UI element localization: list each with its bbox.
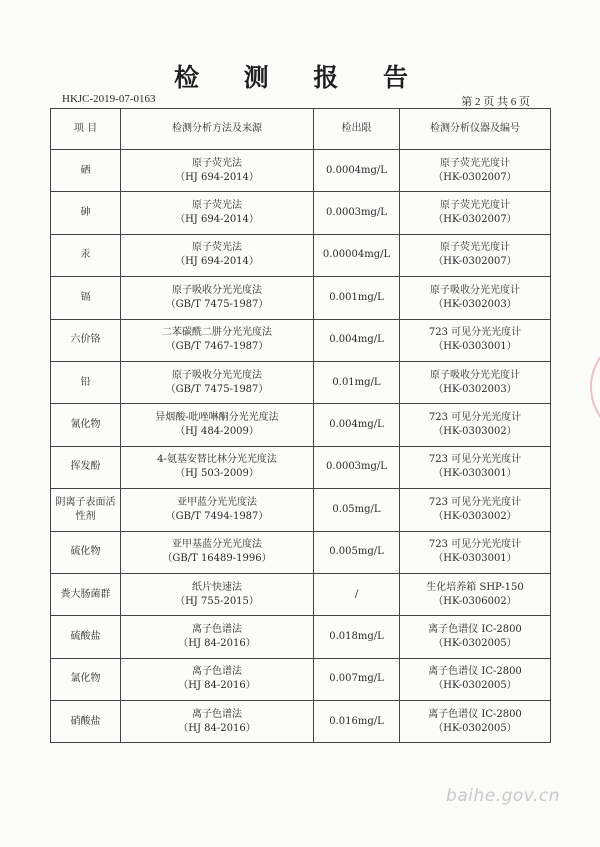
instrument-number: （HK-0303001） bbox=[433, 553, 517, 565]
cell-method bbox=[121, 150, 314, 192]
cell-limit bbox=[314, 234, 400, 276]
cell-item bbox=[51, 573, 121, 615]
instrument-name: 离子色谱仪 IC-2800 bbox=[428, 666, 522, 678]
instrument-name: 723 可见分光光度计 bbox=[428, 539, 522, 551]
method-standard: （HJ 755-2015） bbox=[175, 595, 259, 607]
cell-limit bbox=[314, 701, 400, 743]
method-name: 离子色谱法 bbox=[192, 623, 242, 635]
method-standard: （GB/T 16489-1996） bbox=[162, 553, 272, 565]
cell-limit bbox=[314, 404, 400, 446]
cell-method bbox=[121, 404, 314, 446]
table-row bbox=[51, 234, 551, 276]
seal-stamp-edge bbox=[586, 330, 600, 440]
item-name: 挥发酚 bbox=[70, 461, 101, 473]
cell-instrument bbox=[400, 573, 551, 615]
instrument-name: 离子色谱仪 IC-2800 bbox=[428, 708, 522, 720]
cell-limit bbox=[314, 361, 400, 403]
instrument-name: 离子色谱仪 IC-2800 bbox=[428, 623, 522, 635]
cell-item bbox=[51, 192, 121, 234]
item-name: 六价铬 bbox=[70, 334, 101, 346]
cell-instrument bbox=[400, 404, 551, 446]
cell-method bbox=[121, 658, 314, 700]
cell-instrument bbox=[400, 446, 551, 488]
item-name: 镉 bbox=[80, 291, 91, 303]
detection-limit: 0.0004mg/L bbox=[326, 164, 387, 176]
cell-method bbox=[121, 573, 314, 615]
cell-item bbox=[51, 150, 121, 192]
cell-instrument bbox=[400, 192, 551, 234]
instrument-name: 原子荧光光度计 bbox=[440, 157, 510, 169]
cell-instrument bbox=[400, 277, 551, 319]
page-indicator: 第 2 页 共 6 页 bbox=[461, 96, 530, 108]
cell-instrument bbox=[400, 150, 551, 192]
detection-limit: 0.0003mg/L bbox=[326, 207, 387, 219]
cell-method bbox=[121, 319, 314, 361]
method-name: 纸片快速法 bbox=[192, 581, 242, 593]
instrument-number: （HK-0302007） bbox=[433, 214, 517, 226]
report-number: HKJC-2019-07-0163 bbox=[62, 93, 156, 105]
cell-item bbox=[51, 277, 121, 319]
cell-instrument bbox=[400, 361, 551, 403]
cell-method bbox=[121, 361, 314, 403]
instrument-number: （HK-0303002） bbox=[433, 426, 517, 438]
method-standard: （GB/T 7475-1987） bbox=[165, 383, 269, 395]
cell-item bbox=[51, 489, 121, 531]
detection-limit: 0.00004mg/L bbox=[322, 249, 391, 261]
method-standard: （HJ 84-2016） bbox=[178, 722, 256, 734]
cell-instrument bbox=[400, 489, 551, 531]
method-name: 原子荧光法 bbox=[192, 200, 242, 212]
method-standard: （HJ 503-2009） bbox=[175, 468, 259, 480]
instrument-number: （HK-0302005） bbox=[433, 722, 517, 734]
item-name: 阴离子表面活性剂 bbox=[55, 496, 116, 522]
detection-limit: 0.016mg/L bbox=[329, 715, 384, 727]
instrument-name: 原子吸收分光光度计 bbox=[430, 284, 520, 296]
cell-item bbox=[51, 446, 121, 488]
instrument-number: （HK-0302005） bbox=[433, 680, 517, 692]
cell-method bbox=[121, 489, 314, 531]
detection-limit: 0.001mg/L bbox=[329, 291, 384, 303]
instrument-name: 原子荧光光度计 bbox=[440, 200, 510, 212]
cell-item bbox=[51, 701, 121, 743]
table-row bbox=[51, 489, 551, 531]
table-row bbox=[51, 531, 551, 573]
method-name: 离子色谱法 bbox=[192, 708, 242, 720]
method-standard: （HJ 694-2014） bbox=[175, 256, 259, 268]
cell-limit bbox=[314, 277, 400, 319]
method-standard: （HJ 84-2016） bbox=[178, 637, 256, 649]
cell-item bbox=[51, 361, 121, 403]
detection-limit: 0.007mg/L bbox=[329, 673, 384, 685]
cell-limit bbox=[314, 192, 400, 234]
method-name: 异烟酸-吡唑啉酮分光光度法 bbox=[155, 412, 279, 424]
detection-limit: 0.004mg/L bbox=[329, 419, 384, 431]
table-body bbox=[51, 150, 551, 743]
table-row bbox=[51, 150, 551, 192]
detection-method-table bbox=[50, 108, 551, 743]
instrument-name: 生化培养箱 SHP-150 bbox=[426, 581, 524, 593]
item-name: 铅 bbox=[80, 376, 91, 388]
instrument-number: （HK-0302007） bbox=[433, 256, 517, 268]
instrument-number: （HK-0303002） bbox=[433, 510, 517, 522]
cell-instrument bbox=[400, 701, 551, 743]
table-row bbox=[51, 319, 551, 361]
item-name: 氰化物 bbox=[70, 419, 101, 431]
item-name: 硒 bbox=[80, 164, 91, 176]
instrument-name: 原子吸收分光光度计 bbox=[430, 369, 520, 381]
detection-limit: 0.05mg/L bbox=[332, 503, 381, 515]
cell-instrument bbox=[400, 616, 551, 658]
table-row bbox=[51, 616, 551, 658]
cell-limit bbox=[314, 150, 400, 192]
cell-method bbox=[121, 277, 314, 319]
header-limit: 检出限 bbox=[314, 109, 400, 150]
instrument-number: （HK-0303001） bbox=[433, 341, 517, 353]
detection-limit: 0.0003mg/L bbox=[326, 461, 387, 473]
instrument-name: 723 可见分光光度计 bbox=[428, 327, 522, 339]
detection-limit: 0.004mg/L bbox=[329, 334, 384, 346]
method-name: 离子色谱法 bbox=[192, 666, 242, 678]
method-name: 二苯碳酰二肼分光光度法 bbox=[162, 327, 272, 339]
cell-instrument bbox=[400, 319, 551, 361]
cell-limit bbox=[314, 531, 400, 573]
cell-method bbox=[121, 531, 314, 573]
method-standard: （HJ 484-2009） bbox=[175, 426, 259, 438]
method-standard: （HJ 694-2014） bbox=[175, 214, 259, 226]
instrument-number: （HK-0303001） bbox=[433, 468, 517, 480]
method-standard: （HJ 84-2016） bbox=[178, 680, 256, 692]
cell-limit bbox=[314, 319, 400, 361]
instrument-name: 723 可见分光光度计 bbox=[428, 496, 522, 508]
item-name: 砷 bbox=[80, 207, 91, 219]
header-item: 项 目 bbox=[51, 109, 121, 150]
cell-limit bbox=[314, 616, 400, 658]
cell-method bbox=[121, 701, 314, 743]
method-name: 亚甲蓝分光光度法 bbox=[177, 496, 257, 508]
table-row bbox=[51, 701, 551, 743]
table-row bbox=[51, 404, 551, 446]
report-title: 检 测 报 告 bbox=[173, 63, 427, 92]
header-method: 检测分析方法及来源 bbox=[121, 109, 314, 150]
site-watermark: baihe.gov.cn bbox=[446, 786, 560, 806]
instrument-number: （HK-0302003） bbox=[433, 383, 517, 395]
cell-method bbox=[121, 192, 314, 234]
item-name: 粪大肠菌群 bbox=[60, 588, 111, 600]
method-name: 原子荧光法 bbox=[192, 157, 242, 169]
cell-item bbox=[51, 404, 121, 446]
cell-instrument bbox=[400, 658, 551, 700]
cell-item bbox=[51, 658, 121, 700]
method-name: 亚甲基蓝分光光度法 bbox=[172, 539, 262, 551]
method-name: 原子吸收分光光度法 bbox=[172, 369, 262, 381]
method-standard: （GB/T 7467-1987） bbox=[165, 341, 269, 353]
table-header-row bbox=[51, 109, 551, 150]
item-name: 硫酸盐 bbox=[70, 630, 101, 642]
method-name: 原子吸收分光光度法 bbox=[172, 284, 262, 296]
table-row bbox=[51, 446, 551, 488]
instrument-number: （HK-0302003） bbox=[433, 298, 517, 310]
instrument-name: 723 可见分光光度计 bbox=[428, 454, 522, 466]
cell-instrument bbox=[400, 234, 551, 276]
cell-item bbox=[51, 319, 121, 361]
table-row bbox=[51, 277, 551, 319]
instrument-name: 原子荧光光度计 bbox=[440, 242, 510, 254]
item-name: 硫化物 bbox=[70, 546, 101, 558]
cell-method bbox=[121, 616, 314, 658]
cell-limit bbox=[314, 489, 400, 531]
instrument-number: （HK-0302007） bbox=[433, 171, 517, 183]
cell-instrument bbox=[400, 531, 551, 573]
cell-limit bbox=[314, 658, 400, 700]
detection-limit: 0.01mg/L bbox=[332, 376, 381, 388]
item-name: 氯化物 bbox=[70, 673, 101, 685]
detection-limit: 0.018mg/L bbox=[329, 630, 384, 642]
cell-item bbox=[51, 616, 121, 658]
instrument-number: （HK-0302005） bbox=[433, 637, 517, 649]
cell-limit bbox=[314, 446, 400, 488]
cell-limit bbox=[314, 573, 400, 615]
cell-item bbox=[51, 234, 121, 276]
method-name: 原子荧光法 bbox=[192, 242, 242, 254]
cell-method bbox=[121, 446, 314, 488]
header-instrument: 检测分析仪器及编号 bbox=[400, 109, 551, 150]
item-name: 硝酸盐 bbox=[70, 715, 101, 727]
method-name: 4-氨基安替比林分光光度法 bbox=[157, 454, 277, 466]
table-row bbox=[51, 192, 551, 234]
cell-method bbox=[121, 234, 314, 276]
instrument-name: 723 可见分光光度计 bbox=[428, 412, 522, 424]
cell-item bbox=[51, 531, 121, 573]
method-standard: （GB/T 7494-1987） bbox=[165, 510, 269, 522]
instrument-number: （HK-0306002） bbox=[433, 595, 517, 607]
detection-limit: / bbox=[354, 588, 359, 600]
table-row bbox=[51, 573, 551, 615]
detection-limit: 0.005mg/L bbox=[329, 546, 384, 558]
table-row bbox=[51, 658, 551, 700]
method-standard: （HJ 694-2014） bbox=[175, 171, 259, 183]
method-standard: （GB/T 7475-1987） bbox=[165, 298, 269, 310]
item-name: 汞 bbox=[80, 249, 91, 261]
table-row bbox=[51, 361, 551, 403]
